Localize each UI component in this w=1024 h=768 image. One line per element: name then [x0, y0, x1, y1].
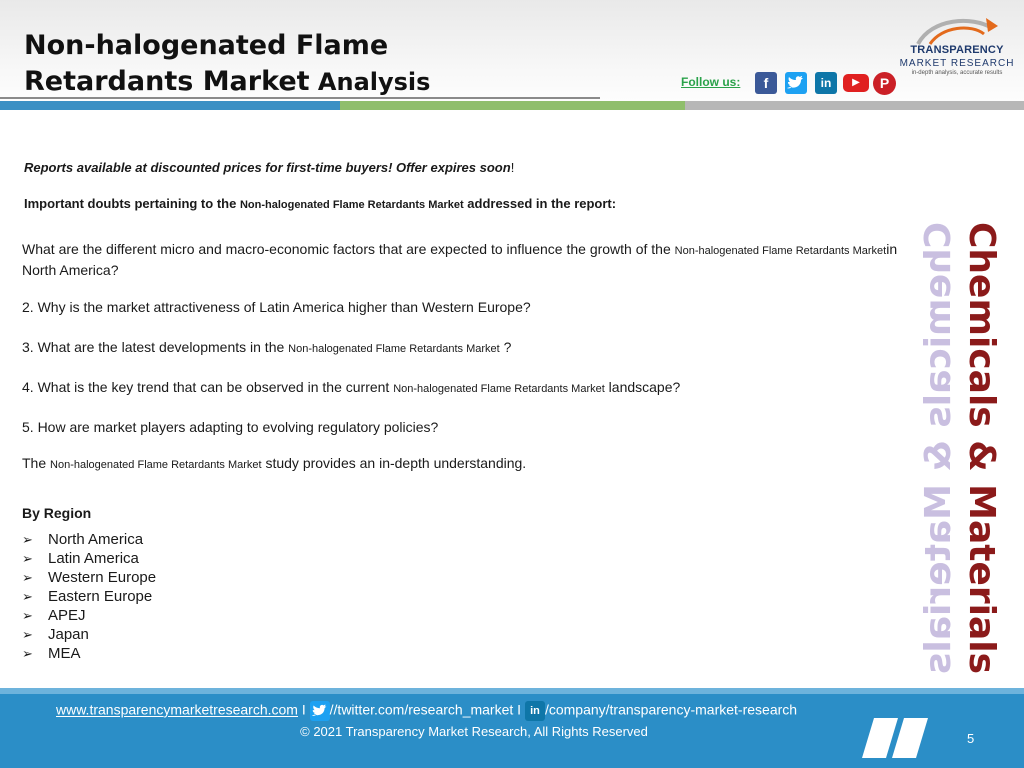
list-item [22, 568, 156, 587]
twitter-icon[interactable] [785, 72, 807, 94]
linkedin-icon[interactable]: in [815, 72, 837, 94]
color-bar-grey [685, 101, 1024, 110]
logo-subtitle: MARKET RESEARCH [899, 58, 1015, 69]
q6-a: The [22, 455, 51, 471]
logo-name: TRANSPARENCY [910, 44, 1004, 56]
list-item [22, 644, 156, 663]
footer-links [56, 701, 797, 721]
question-1 [22, 240, 922, 280]
twitter-icon[interactable] [310, 701, 330, 721]
q1-a: What are the different micro and macro-economic factors that are expected to influence the growth of the [22, 241, 675, 257]
q1-b: in North America? [22, 241, 898, 278]
pinterest-icon[interactable]: P [873, 72, 896, 95]
region-name: Japan [48, 626, 89, 643]
arrow-bullet-icon: ➢ [22, 627, 33, 642]
question-5: 5. How are market players adapting to evolving regulatory policies? [22, 419, 439, 435]
color-bar-green [340, 101, 685, 110]
q6-b: study provides an in-depth understanding. [261, 455, 527, 471]
q3-b: ? [499, 339, 512, 355]
region-name: MEA [48, 645, 81, 662]
q6-market: Non-halogenated Flame Retardants Market [50, 459, 262, 471]
promo-end: ! [510, 160, 515, 175]
arrow-bullet-icon: ➢ [22, 646, 33, 661]
region-name: Latin America [48, 550, 139, 567]
q1-market: Non-halogenated Flame Retardants Market [674, 245, 887, 257]
website-link[interactable]: www.transparencymarketresearch.com [56, 701, 298, 718]
region-heading: By Region [22, 505, 92, 521]
linkedin-link[interactable]: /company/transparency-market-research [544, 701, 798, 718]
footer-separator: I [513, 701, 525, 718]
question-4 [22, 379, 680, 395]
promo-text [24, 160, 514, 175]
q4-market: Non-halogenated Flame Retardants Market [393, 383, 605, 395]
region-name: Western Europe [48, 569, 157, 586]
study-statement [22, 455, 526, 471]
title-divider [0, 97, 600, 99]
list-item [22, 606, 156, 625]
side-label-reflection: Chemicals & Materials [918, 222, 959, 675]
list-item [22, 625, 156, 644]
title-line-1: Non-halogenated Flame [24, 30, 389, 61]
region-name: Eastern Europe [48, 588, 153, 605]
color-bar [0, 101, 1024, 110]
list-item [22, 549, 156, 568]
promo-main: Reports available at discounted prices for first-time buyers! Offer expires soon [24, 160, 511, 175]
copyright: © 2021 Transparency Market Research, All Rights Reserved [300, 724, 648, 739]
region-name: APEJ [48, 607, 86, 624]
region-list [22, 530, 156, 663]
arrow-bullet-icon: ➢ [22, 570, 33, 585]
page-number: 5 [967, 731, 975, 746]
q3-market: Non-halogenated Flame Retardants Market [288, 343, 500, 355]
title-line-2a: Retardants Market [24, 66, 310, 97]
slash-decoration-icon [862, 718, 936, 758]
doubts-b: addressed in the report: [463, 196, 617, 211]
region-name: North America [48, 531, 144, 548]
arrow-bullet-icon: ➢ [22, 551, 33, 566]
linkedin-icon[interactable]: in [525, 701, 545, 721]
follow-us-link[interactable]: Follow us: [681, 75, 741, 89]
facebook-icon[interactable]: f [755, 72, 777, 94]
youtube-icon[interactable]: ▶ [843, 74, 869, 92]
title-line-2b: Analysis [309, 68, 431, 96]
q4-a: 4. What is the key trend that can be observed in the current [22, 379, 394, 395]
page-title [24, 28, 430, 103]
list-item [22, 587, 156, 606]
arrow-bullet-icon: ➢ [22, 589, 33, 604]
arrow-bullet-icon: ➢ [22, 532, 33, 547]
question-3 [22, 339, 511, 355]
logo-tagline: in-depth analysis, accurate results [911, 70, 1003, 76]
logo-arc-icon [912, 16, 1002, 46]
list-item [22, 530, 156, 549]
twitter-link[interactable]: //twitter.com/research_market [329, 701, 514, 718]
arrow-bullet-icon: ➢ [22, 608, 33, 623]
question-2: 2. Why is the market attractiveness of Latin America higher than Western Europe? [22, 299, 531, 315]
color-bar-blue [0, 101, 340, 110]
side-category-label: Chemicals & Materials [961, 222, 1002, 675]
footer-separator: I [297, 701, 310, 718]
doubts-heading [24, 196, 616, 211]
company-logo [898, 14, 1016, 100]
q4-b: landscape? [604, 379, 681, 395]
doubts-market: Non-halogenated Flame Retardants Market [239, 199, 464, 211]
q3-a: 3. What are the latest developments in the [22, 339, 289, 355]
doubts-a: Important doubts pertaining to the [24, 196, 240, 211]
footer-top-strip [0, 688, 1024, 694]
